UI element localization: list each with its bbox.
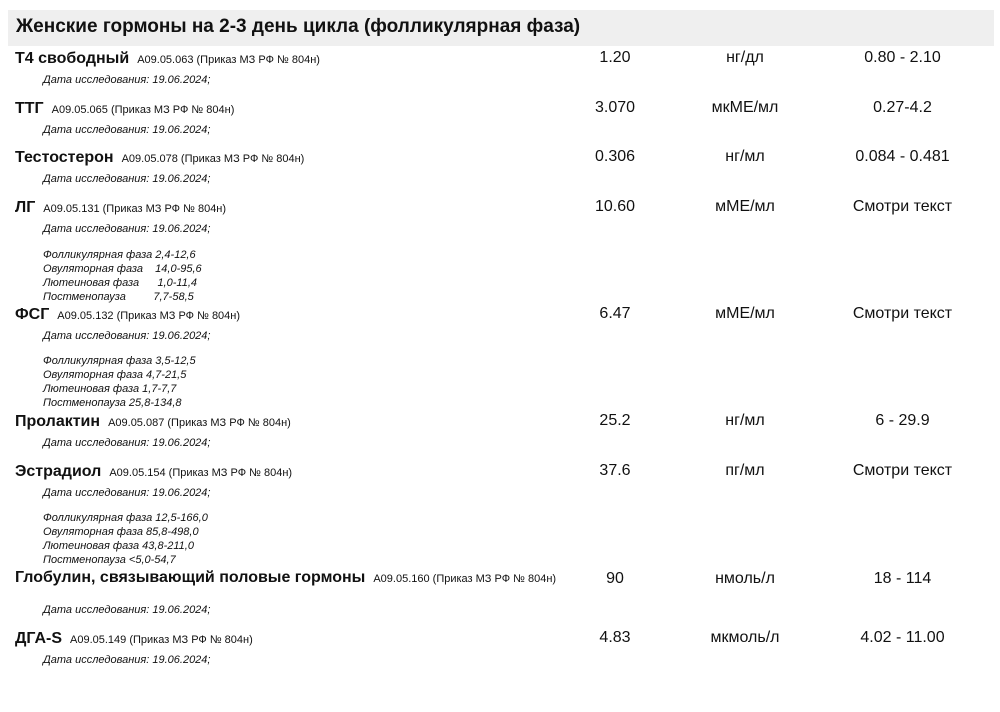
test-name: Тестостерон A09.05.078 (Приказ МЗ РФ № 804н) bbox=[15, 149, 305, 166]
test-value: 90 bbox=[606, 570, 624, 587]
test-unit: нмоль/л bbox=[715, 570, 775, 587]
test-code: A09.05.149 (Приказ МЗ РФ № 804н) bbox=[70, 634, 253, 646]
test-code: A09.05.132 (Приказ МЗ РФ № 804н) bbox=[57, 310, 241, 322]
test-date: Дата исследования: 19.06.2024; bbox=[43, 654, 211, 666]
test-reference: 0.27-4.2 bbox=[873, 99, 932, 116]
note-line: Лютеиновая фаза 43,8-211,0 bbox=[43, 540, 194, 552]
test-reference: 18 - 114 bbox=[873, 570, 932, 587]
test-unit: пг/мл bbox=[725, 462, 765, 479]
test-unit: мкМЕ/мл bbox=[711, 99, 779, 116]
note-line: Овуляторная фаза 4,7-21,5 bbox=[43, 369, 187, 381]
test-code: A09.05.087 (Приказ МЗ РФ № 804н) bbox=[108, 417, 291, 429]
section-header bbox=[8, 10, 994, 46]
test-date: Дата исследования: 19.06.2024; bbox=[43, 437, 211, 449]
test-code: A09.05.160 (Приказ МЗ РФ № 804н) bbox=[373, 573, 557, 585]
test-name: Т4 свободный A09.05.063 (Приказ МЗ РФ № 804н) bbox=[15, 50, 320, 67]
test-name: Пролактин A09.05.087 (Приказ МЗ РФ № 804н) bbox=[15, 413, 291, 430]
note-line: Постменопауза 25,8-134,8 bbox=[43, 397, 182, 409]
test-reference: Смотри текст bbox=[852, 198, 953, 215]
test-code: A09.05.131 (Приказ МЗ РФ № 804н) bbox=[43, 203, 227, 215]
reference-note bbox=[43, 248, 202, 304]
test-code: A09.05.154 (Приказ МЗ РФ № 804н) bbox=[109, 467, 293, 479]
test-unit: мМЕ/мл bbox=[715, 198, 775, 215]
section-title: Женские гормоны на 2-3 день цикла (фолликулярная фаза) bbox=[16, 16, 581, 37]
note-line: Овуляторная фаза 14,0-95,6 bbox=[43, 263, 202, 275]
note-line: Фолликулярная фаза 2,4-12,6 bbox=[43, 249, 196, 261]
test-reference: 0.084 - 0.481 bbox=[855, 148, 950, 165]
test-reference: 6 - 29.9 bbox=[875, 412, 930, 429]
note-line: Лютеиновая фаза 1,7-7,7 bbox=[43, 383, 177, 395]
test-value: 25.2 bbox=[599, 412, 631, 429]
test-value: 4.83 bbox=[599, 629, 631, 646]
test-reference: Смотри текст bbox=[852, 462, 953, 479]
test-unit: нг/мл bbox=[725, 412, 765, 429]
test-date: Дата исследования: 19.06.2024; bbox=[43, 173, 211, 185]
note-line: Овуляторная фаза 85,8-498,0 bbox=[43, 526, 199, 538]
test-reference: 4.02 - 11.00 bbox=[860, 629, 945, 646]
note-line: Постменопауза <5,0-54,7 bbox=[43, 554, 176, 566]
test-reference: Смотри текст bbox=[852, 305, 953, 322]
reference-note bbox=[43, 511, 208, 567]
test-name: ДГА-S A09.05.149 (Приказ МЗ РФ № 804н) bbox=[15, 630, 253, 647]
note-line: Фолликулярная фаза 12,5-166,0 bbox=[43, 512, 208, 524]
test-date: Дата исследования: 19.06.2024; bbox=[43, 223, 211, 235]
test-name: ТТГ A09.05.065 (Приказ МЗ РФ № 804н) bbox=[15, 100, 235, 117]
test-date: Дата исследования: 19.06.2024; bbox=[43, 604, 211, 616]
test-name: Глобулин, связывающий половые гормоны A09.05.160 (Приказ МЗ РФ № 804н) bbox=[15, 569, 557, 586]
reference-note bbox=[43, 354, 196, 410]
test-value: 6.47 bbox=[599, 305, 631, 322]
test-value: 3.070 bbox=[594, 99, 636, 116]
test-date: Дата исследования: 19.06.2024; bbox=[43, 74, 211, 86]
note-line: Лютеиновая фаза 1,0-11,4 bbox=[43, 277, 197, 289]
test-unit: нг/мл bbox=[725, 148, 765, 165]
test-reference: 0.80 - 2.10 bbox=[864, 49, 941, 66]
test-date: Дата исследования: 19.06.2024; bbox=[43, 330, 211, 342]
test-code: A09.05.063 (Приказ МЗ РФ № 804н) bbox=[137, 54, 320, 66]
test-code: A09.05.065 (Приказ МЗ РФ № 804н) bbox=[51, 104, 235, 116]
test-code: A09.05.078 (Приказ МЗ РФ № 804н) bbox=[121, 153, 305, 165]
test-value: 10.60 bbox=[594, 198, 636, 215]
test-date: Дата исследования: 19.06.2024; bbox=[43, 124, 211, 136]
test-unit: мкмоль/л bbox=[710, 629, 780, 646]
test-value: 37.6 bbox=[599, 462, 631, 479]
note-line: Фолликулярная фаза 3,5-12,5 bbox=[43, 355, 196, 367]
test-name: Эстрадиол A09.05.154 (Приказ МЗ РФ № 804н) bbox=[15, 463, 293, 480]
test-date: Дата исследования: 19.06.2024; bbox=[43, 487, 211, 499]
test-value: 1.20 bbox=[599, 49, 631, 66]
test-value: 0.306 bbox=[594, 148, 636, 165]
test-name: ЛГ A09.05.131 (Приказ МЗ РФ № 804н) bbox=[15, 199, 227, 216]
test-unit: мМЕ/мл bbox=[715, 305, 775, 322]
test-name: ФСГ A09.05.132 (Приказ МЗ РФ № 804н) bbox=[15, 306, 241, 323]
note-line: Постменопауза 7,7-58,5 bbox=[43, 291, 194, 303]
test-unit: нг/дл bbox=[726, 49, 764, 66]
